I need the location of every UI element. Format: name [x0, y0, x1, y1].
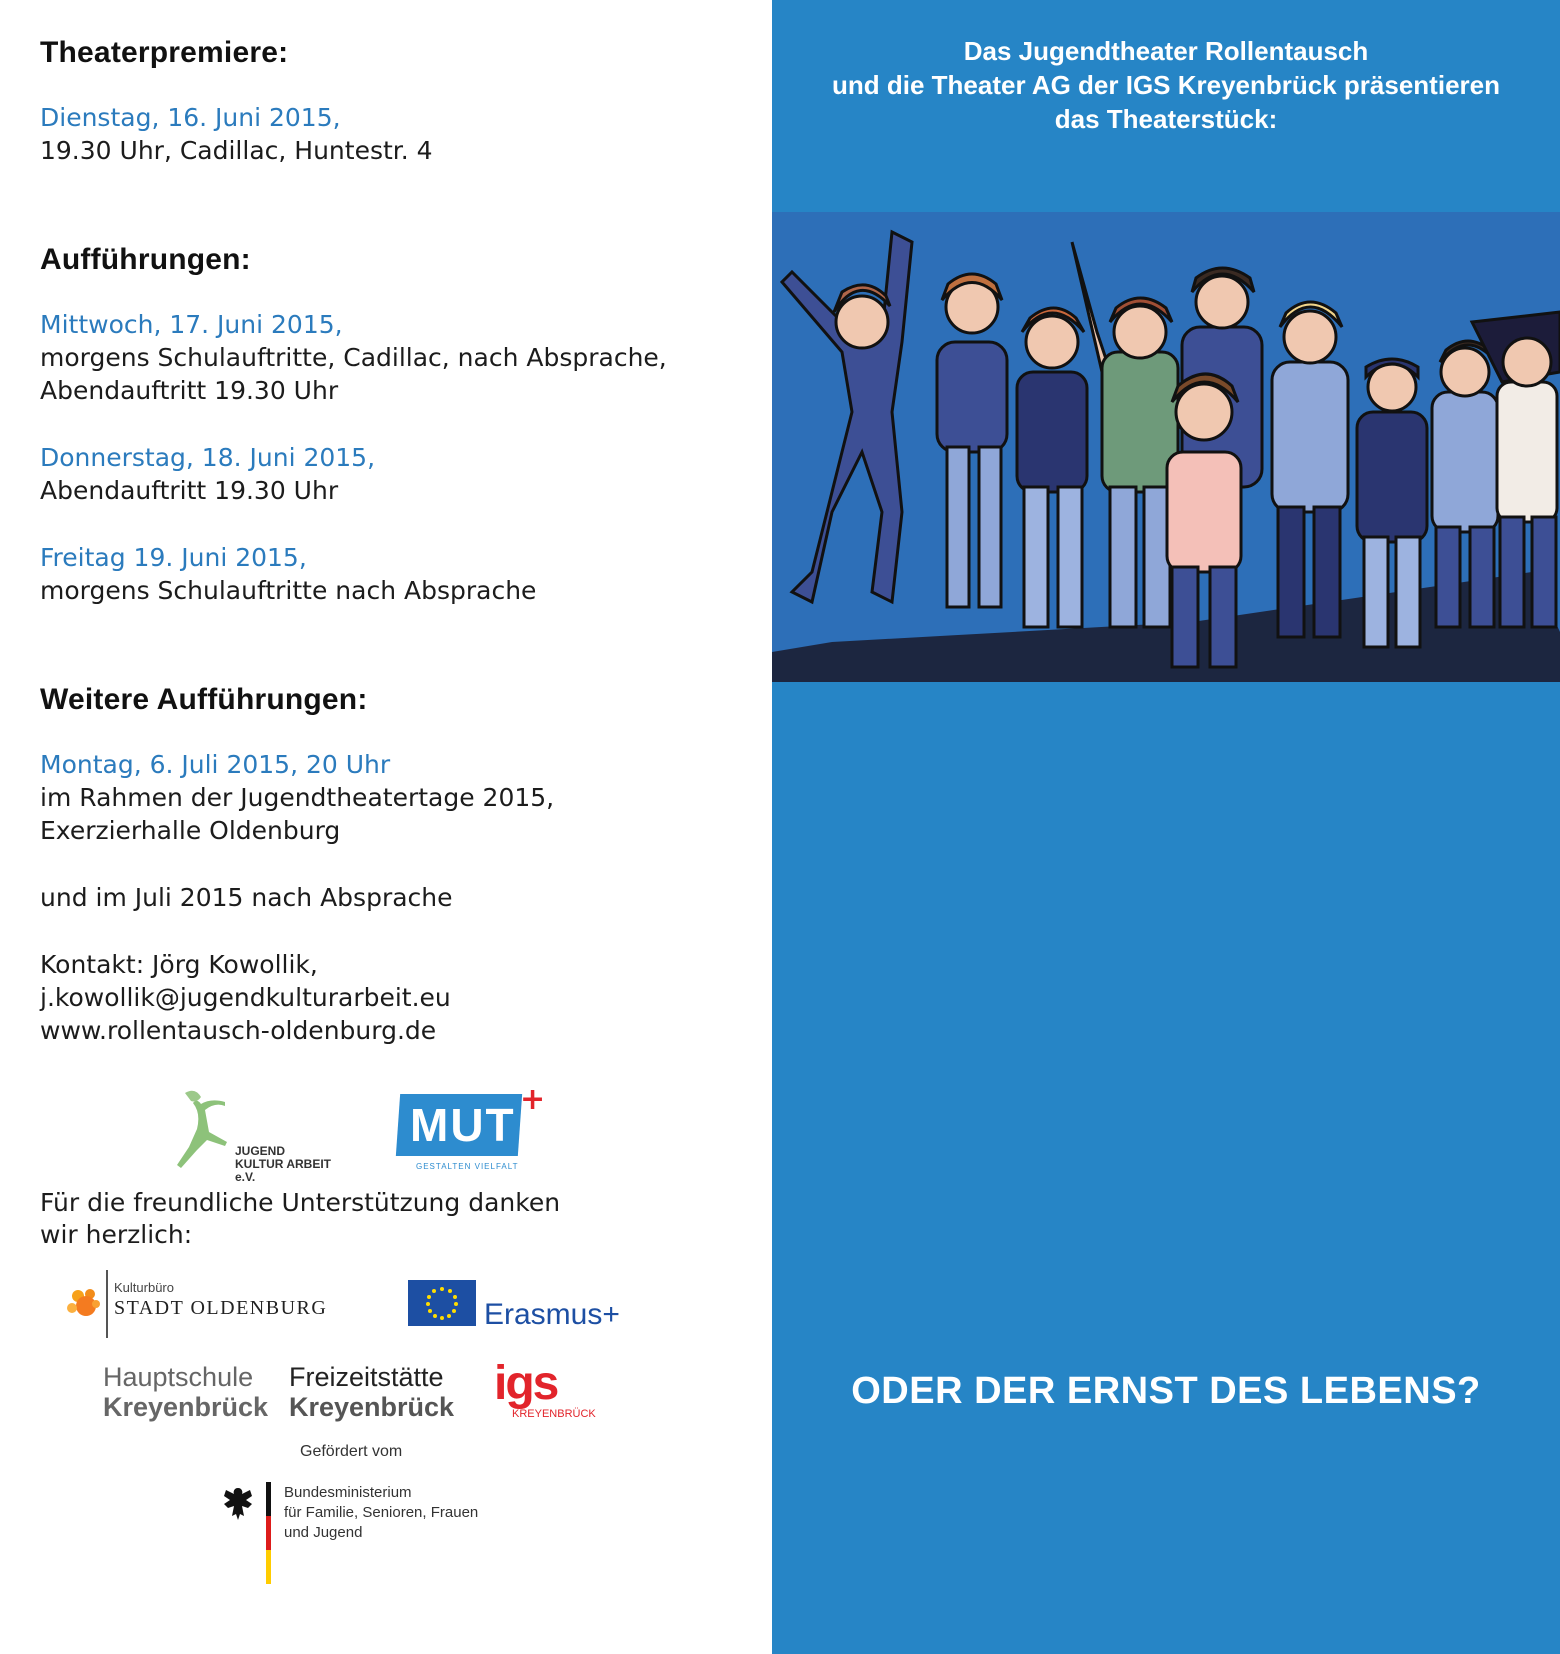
premiere-heading: Theaterpremiere:	[40, 36, 289, 69]
performance-line: morgens Schulauftritte, Cadillac, nach Absprache,	[40, 343, 667, 372]
federal-eagle-icon	[218, 1484, 258, 1524]
performance-date: Mittwoch, 17. Juni 2015,	[40, 310, 343, 339]
bm-line-2: für Familie, Senioren, Frauen	[284, 1504, 479, 1521]
mut-subtitle: GESTALTEN VIELFALT	[416, 1162, 519, 1171]
performance-date: Donnerstag, 18. Juni 2015,	[40, 443, 376, 472]
erasmus-text: Erasmus+	[484, 1298, 620, 1331]
performance-line: Abendauftritt 19.30 Uhr	[40, 376, 339, 405]
bm-line-1: Bundesministerium	[284, 1484, 412, 1501]
gefoerdert-label: Gefördert vom	[300, 1443, 403, 1460]
bm-line-3: und Jugend	[284, 1524, 363, 1541]
performances-heading: Aufführungen:	[40, 243, 251, 276]
intro-line: und die Theater AG der IGS Kreyenbrück präsentieren	[831, 70, 1500, 100]
bmfsfj-logo	[218, 1482, 508, 1587]
flower-icon	[64, 1282, 106, 1324]
cover-panel	[772, 0, 1560, 1654]
freizeitstaette-logo	[289, 1362, 469, 1432]
stadt-oldenburg: STADT OLDENBURG	[114, 1297, 328, 1319]
hauptschule-line-2: Kreyenbrück	[103, 1392, 269, 1422]
igs-text: igs	[494, 1357, 558, 1410]
intro-line: das Theaterstück:	[1054, 104, 1278, 134]
contact-email[interactable]: j.kowollik@jugendkulturarbeit.eu	[40, 983, 451, 1012]
performance-date: Freitag 19. Juni 2015,	[40, 543, 307, 572]
more-line: Exerzierhalle Oldenburg	[40, 816, 341, 845]
more-line: im Rahmen der Jugendtheatertage 2015,	[40, 783, 555, 812]
program-panel	[0, 0, 772, 1654]
premiere-date: Dienstag, 16. Juni 2015,	[40, 103, 341, 132]
freizeit-line-1: Freizeitstätte	[289, 1362, 444, 1392]
jugendkulturarbeit-logo	[165, 1085, 335, 1184]
igs-subtitle: KREYENBRÜCK	[512, 1408, 596, 1420]
eu-flag-icon	[408, 1280, 476, 1326]
erasmus-logo	[408, 1280, 638, 1340]
more-july: und im Juli 2015 nach Absprache	[40, 883, 453, 912]
igs-logo	[494, 1357, 624, 1432]
premiere-detail: 19.30 Uhr, Cadillac, Huntestr. 4	[40, 136, 433, 165]
kulturbuero-small: Kulturbüro	[114, 1280, 174, 1295]
freizeit-line-2: Kreyenbrück	[289, 1392, 455, 1422]
hauptschule-line-1: Hauptschule	[103, 1362, 254, 1392]
intro-text	[772, 34, 1560, 136]
performance-line: morgens Schulauftritte nach Absprache	[40, 576, 537, 605]
kulturbuero-logo	[62, 1270, 362, 1340]
jka-logo-text: JUGEND KULTUR ARBEIT e.V.	[235, 1144, 331, 1184]
mut-logo	[398, 1082, 548, 1180]
contact-website[interactable]: www.rollentausch-oldenburg.de	[40, 1016, 437, 1045]
play-subtitle: ODER DER ERNST DES LEBENS?	[851, 1370, 1481, 1412]
mut-logo-text: MUT	[410, 1099, 516, 1151]
thanks-line: wir herzlich:	[40, 1220, 193, 1249]
contact-label: Kontakt: Jörg Kowollik,	[40, 950, 318, 979]
performance-line: Abendauftritt 19.30 Uhr	[40, 476, 339, 505]
thanks-line: Für die freundliche Unterstützung danken	[40, 1188, 561, 1217]
more-date: Montag, 6. Juli 2015, 20 Uhr	[40, 750, 391, 779]
plus-icon: +	[520, 1082, 546, 1117]
dancer-icon	[165, 1085, 245, 1180]
intro-line: Das Jugendtheater Rollentausch	[963, 36, 1369, 66]
more-heading: Weitere Aufführungen:	[40, 683, 368, 716]
jumping-group-illustration	[772, 212, 1560, 682]
hauptschule-logo	[103, 1362, 273, 1432]
